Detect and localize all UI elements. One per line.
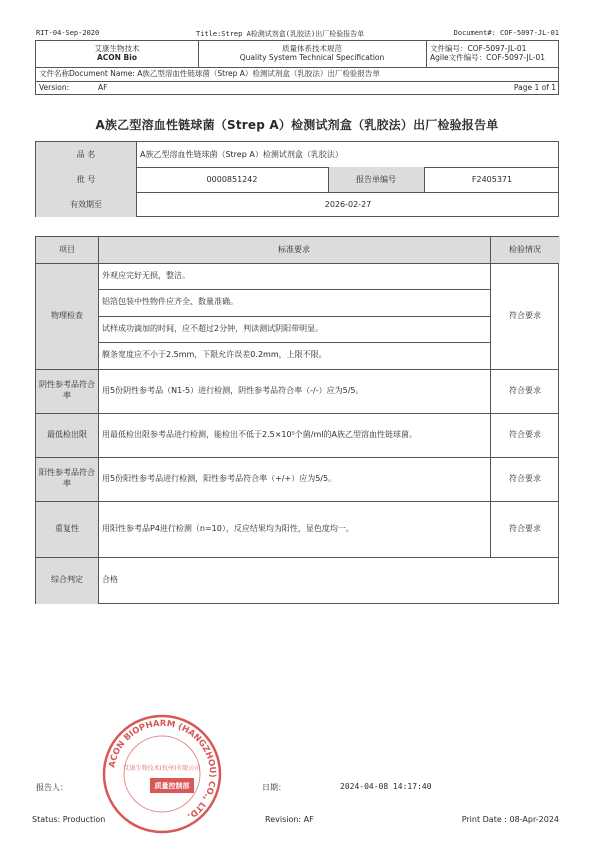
agile-doc-number: Agile文件编号：COF-5097-JL-01 bbox=[430, 53, 546, 62]
repeatability-result: 符合要求 bbox=[509, 523, 541, 533]
date-value: 2024-04-08 14:17:40 bbox=[340, 782, 432, 791]
physical-requirement-3: 试样成功滴加的时间，应不超过2分钟，判读测试阴阳带明显。 bbox=[102, 323, 324, 333]
report-number-label: 报告单编号 bbox=[328, 167, 424, 192]
page-indicator: Page 1 of 1 bbox=[513, 83, 556, 93]
company-name-cn: 艾康生物技术 bbox=[94, 44, 140, 54]
physical-requirement-1: 外观应完好无损，整洁。 bbox=[102, 270, 190, 280]
company-name-en: ACON Bio bbox=[96, 53, 137, 62]
detection-limit-result: 符合要求 bbox=[509, 429, 541, 439]
inspection-table bbox=[35, 236, 559, 604]
col-header-requirement: 标准要求 bbox=[98, 237, 490, 263]
report-title: A族乙型溶血性链球菌（Strep A）检测试剂盒（乳胶法）出厂检验报告单 bbox=[95, 118, 499, 132]
system-title-en: Quality System Technical Specification bbox=[239, 53, 385, 62]
svg-text:艾康生物技术(杭州)有限公司: 艾康生物技术(杭州)有限公司 bbox=[123, 765, 201, 772]
lot-number-value: 0000851242 bbox=[206, 175, 258, 184]
repeatability-requirement: 用阳性参考品P4进行检测（n=10），反应结果均为阳性，显色度均一。 bbox=[102, 523, 354, 533]
repeatability-item: 重复性 bbox=[36, 501, 98, 557]
physical-requirement-2: 铝箔包装中性物件应齐全、数量准确。 bbox=[102, 297, 238, 307]
col-header-result: 检验情况 bbox=[490, 237, 560, 263]
company-seal-stamp bbox=[98, 710, 226, 838]
print-date-text: Print Date : 08-Apr-2024 bbox=[461, 815, 559, 824]
negative-reference-result: 符合要求 bbox=[509, 385, 541, 395]
conclusion-label: 综合判定 bbox=[36, 557, 98, 604]
physical-check-result: 符合要求 bbox=[509, 310, 541, 320]
negative-reference-requirement: 用5份阴性参考品（N1-5）进行检测，阴性参考品符合率（-/-）应为5/5。 bbox=[102, 385, 364, 395]
quality-control-seal: 质量控制部 bbox=[150, 778, 194, 793]
version-value: AF bbox=[98, 83, 108, 93]
meta-left: RIT-04-Sep-2020 bbox=[36, 29, 100, 37]
document-header-table bbox=[35, 40, 559, 95]
detection-limit-item: 最低检出限 bbox=[36, 413, 98, 457]
positive-reference-result: 符合要求 bbox=[509, 473, 541, 483]
svg-text:ACON BIOPHARM (HANGZHOU) CO.,: ACON BIOPHARM (HANGZHOU) CO., LTD. bbox=[107, 718, 218, 822]
lot-number-label: 批 号 bbox=[36, 167, 136, 192]
report-number-value: F2405371 bbox=[471, 175, 513, 184]
document-meta-line bbox=[36, 29, 559, 39]
col-header-item: 项目 bbox=[36, 237, 98, 263]
revision-text: Revision: AF bbox=[265, 815, 314, 824]
system-title-cn: 质量体系技术规范 bbox=[282, 44, 342, 54]
product-name-value: A族乙型溶血性链球菌（Strep A）检测试剂盒（乳胶法） bbox=[140, 150, 343, 159]
doc-number-cn: 文件编号：COF-5097-JL-01 bbox=[430, 44, 527, 54]
reporter-label: 报告人： bbox=[36, 783, 68, 792]
negative-reference-item: 阴性参考品符合率 bbox=[36, 369, 98, 413]
physical-requirement-4: 膜条宽度应不小于2.5mm，下限允许误差0.2mm，上限不限。 bbox=[102, 350, 327, 360]
positive-reference-requirement: 用5份阳性参考品进行检测，阳性参考品符合率（+/+）应为5/5。 bbox=[102, 473, 337, 483]
conclusion-value: 合格 bbox=[102, 575, 118, 585]
product-info-table bbox=[35, 141, 559, 217]
version-label: Version: bbox=[39, 83, 70, 93]
meta-title: Title:Strep A检测试剂盒(乳胶法)出厂检验报告单 bbox=[196, 30, 365, 38]
detection-limit-requirement: 用最低检出限参考品进行检测，能检出不低于2.5×10⁵个菌/ml的A族乙型溶血性链球菌。 bbox=[102, 429, 417, 439]
expiry-value: 2026-02-27 bbox=[324, 200, 372, 209]
physical-check-item: 物理检查 bbox=[36, 263, 98, 369]
positive-reference-item: 阳性参考品符合率 bbox=[36, 457, 98, 501]
meta-document-number: Document#: COF-5097-JL-01 bbox=[453, 29, 559, 37]
product-name-label: 品 名 bbox=[36, 142, 136, 167]
status-text: Status: Production bbox=[32, 815, 106, 824]
date-label: 日期： bbox=[262, 783, 286, 792]
document-name: 文件名称Document Name: A族乙型溶血性链球菌（Strep A）检测试剂盒（乳胶法）出厂检验报告单 bbox=[39, 69, 380, 79]
expiry-label: 有效期至 bbox=[36, 192, 136, 217]
